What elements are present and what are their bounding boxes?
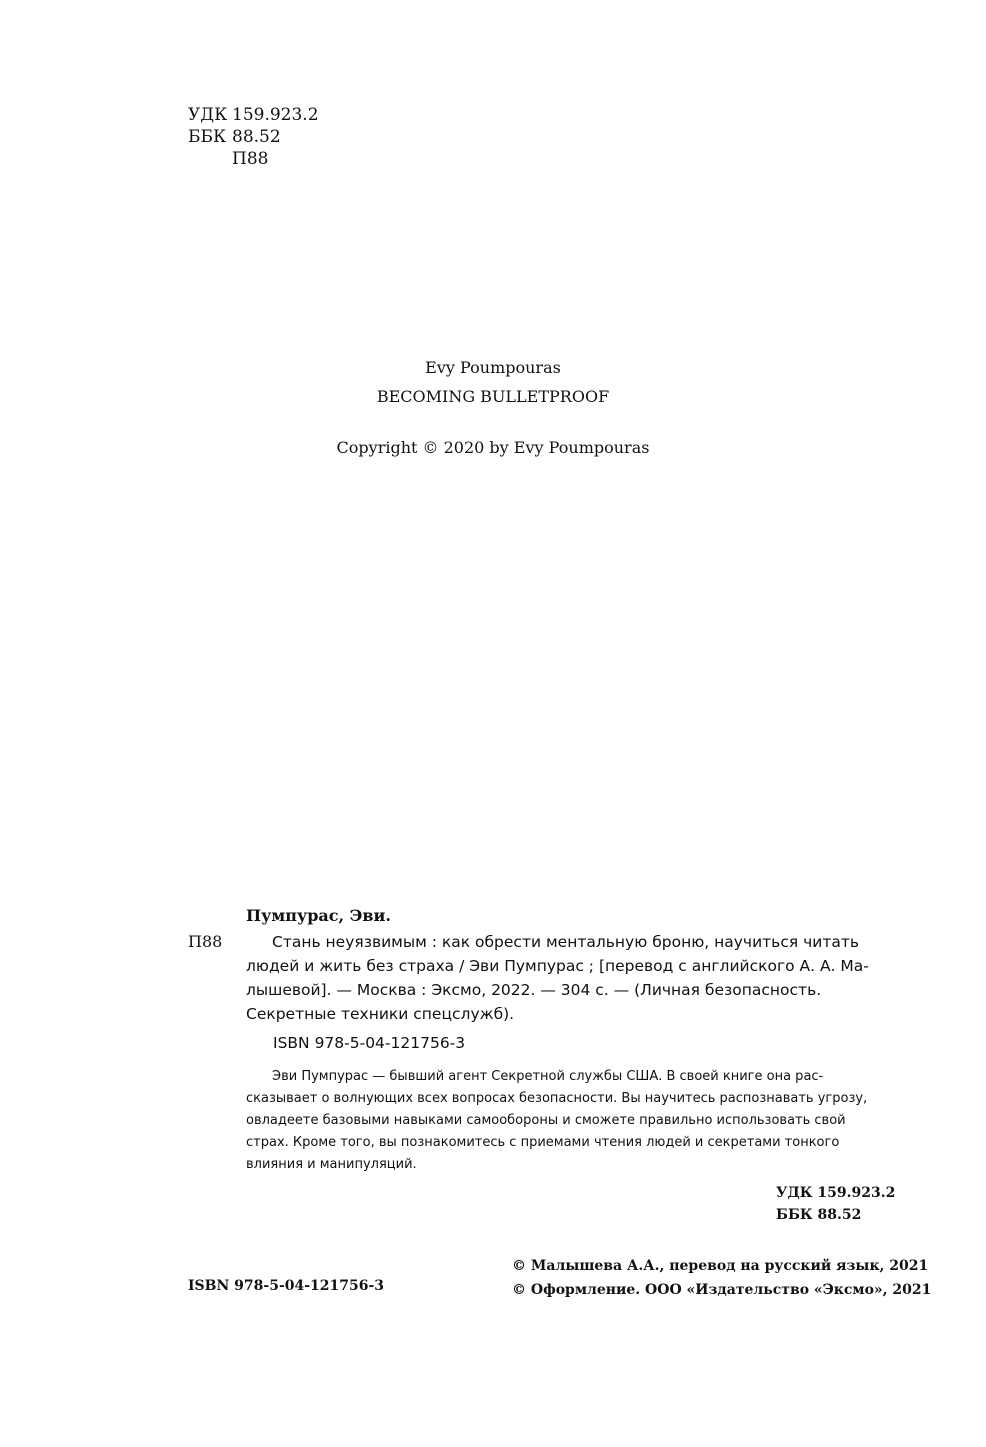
original-copyright: Copyright © 2020 by Evy Poumpouras [336, 438, 650, 457]
udk-value: 159.923.2 [232, 105, 319, 125]
author-mark: П88 [188, 932, 223, 951]
biblio-line: Секретные техники спецслужб). [246, 1005, 515, 1023]
biblio-line: людей и жить без страха / Эви Пумпурас ; [перевод с английского А. А. Ма- [246, 957, 869, 975]
original-title: BECOMING BULLETPROOF [376, 387, 610, 406]
copyright-design: © Оформление. ООО «Издательство «Эксмо», 2021 [512, 1282, 932, 1298]
udk-label: УДК [188, 105, 228, 125]
annotation-line: сказывает о волнующих всех вопросах безопасности. Вы научитесь распознавать угрозу, [246, 1091, 868, 1106]
biblio-line: Стань неуязвимым : как обрести ментальную броню, научиться читать [272, 933, 860, 951]
original-author: Evy Poumpouras [425, 358, 561, 377]
bbk-value: 88.52 [232, 127, 281, 147]
author-heading: Пумпурас, Эви. [246, 906, 391, 925]
annotation-line: овладеете базовыми навыками самообороны и сможете правильно использовать свой [246, 1113, 846, 1128]
udk-bottom: УДК 159.923.2 [776, 1185, 896, 1201]
copyright-translation: © Малышева А.А., перевод на русский язык, 2021 [512, 1258, 929, 1274]
bbk-line [188, 126, 319, 148]
isbn-footer: ISBN 978-5-04-121756-3 [188, 1278, 385, 1294]
isbn-record: ISBN 978-5-04-121756-3 [273, 1034, 466, 1052]
copyright-block [512, 1254, 931, 1302]
classification-header [188, 104, 319, 170]
bibliographic-description [246, 930, 874, 1026]
bbk-bottom: ББК 88.52 [776, 1207, 862, 1223]
author-mark-top: П88 [232, 149, 269, 169]
annotation-line: влияния и манипуляций. [246, 1157, 417, 1172]
bbk-label: ББК [188, 127, 227, 147]
udk-line [188, 104, 319, 126]
annotation-line: страх. Кроме того, вы познакомитесь с приемами чтения людей и секретами тонкого [246, 1135, 840, 1150]
biblio-line: лышевой]. — Москва : Эксмо, 2022. — 304 с. — (Личная безопасность. [246, 981, 822, 999]
annotation [246, 1066, 874, 1176]
annotation-line: Эви Пумпурас — бывший агент Секретной службы США. В своей книге она рас- [272, 1069, 824, 1084]
classification-footer [776, 1182, 895, 1226]
